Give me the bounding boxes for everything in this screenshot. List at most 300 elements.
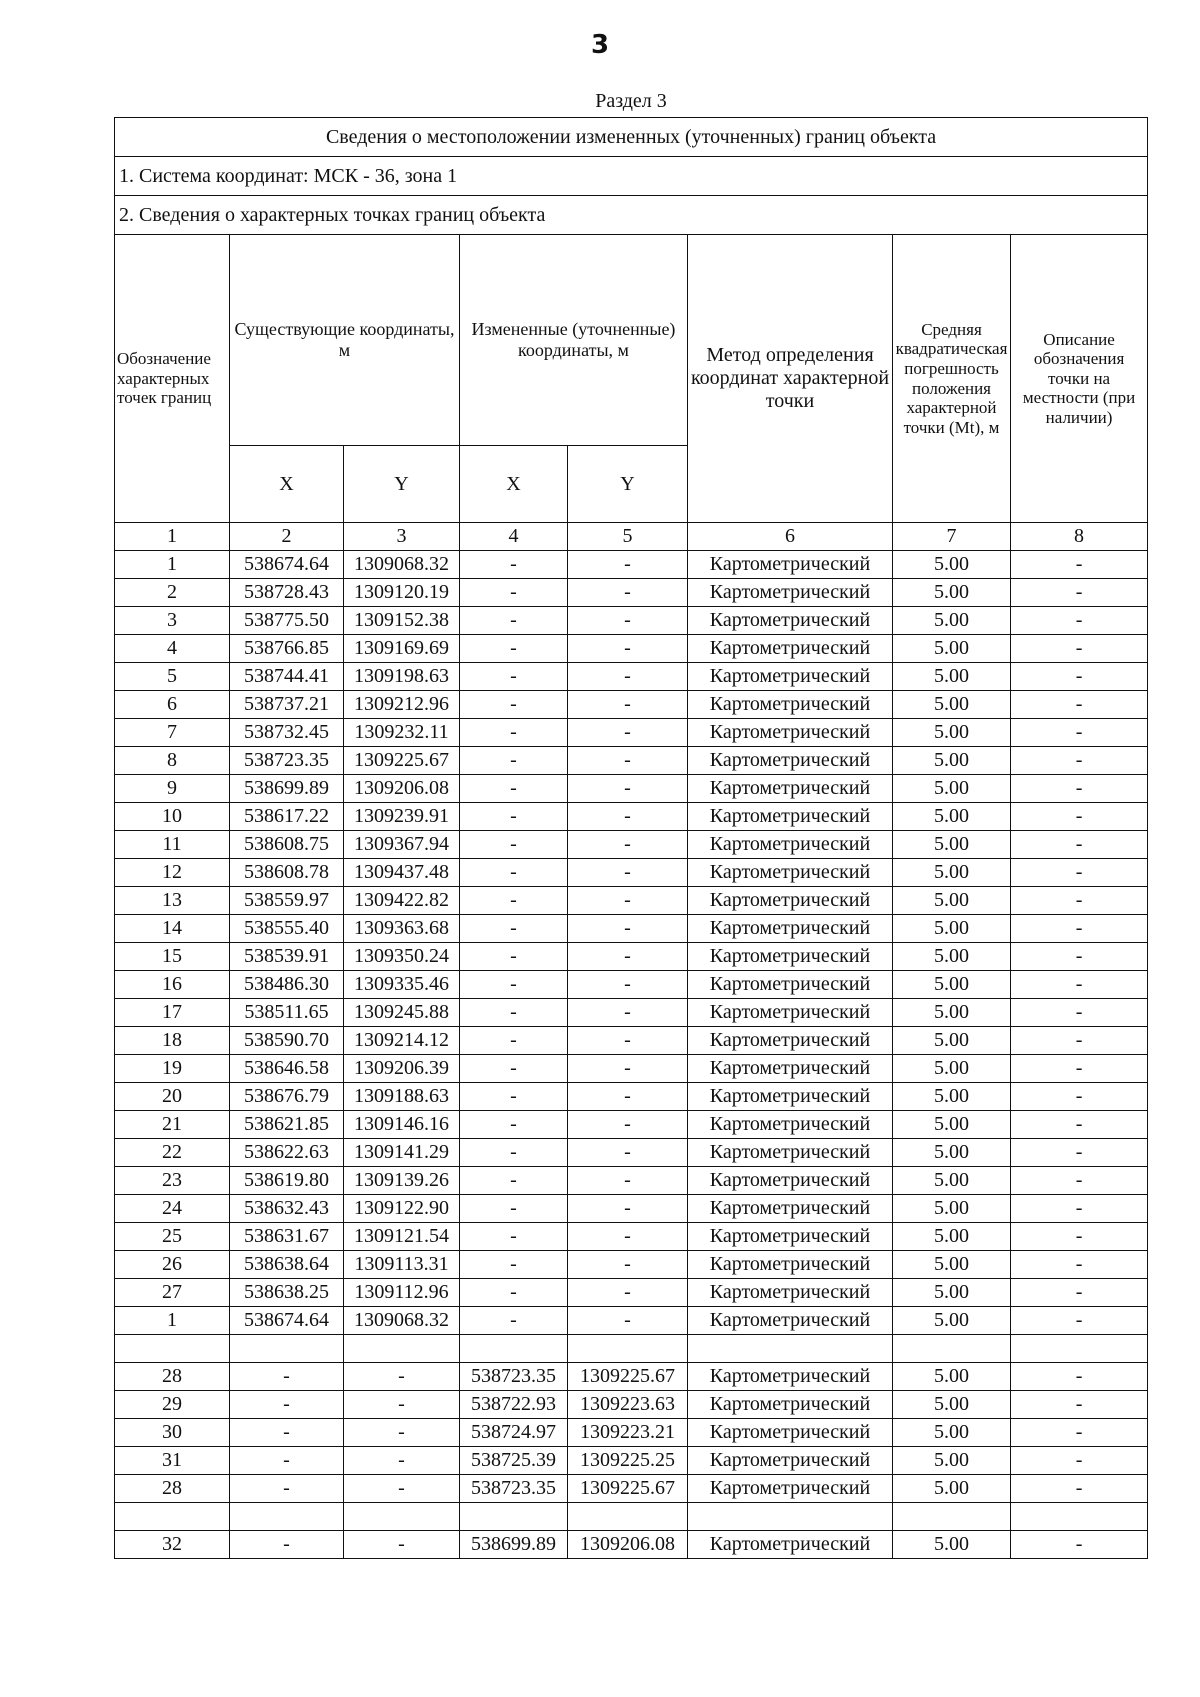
existing-x-cell: 538621.85 [230,1111,344,1139]
changed-y-cell: 1309225.67 [568,1363,688,1391]
changed-y-cell: 1309223.63 [568,1391,688,1419]
method-cell: Картометрический [688,1419,893,1447]
method-cell: Картометрический [688,607,893,635]
table-row [115,719,1148,747]
changed-x-cell: - [460,803,568,831]
existing-x-cell: - [230,1363,344,1391]
existing-y-cell: 1309225.67 [344,747,460,775]
point-id-cell: 22 [115,1139,230,1167]
description-cell: - [1011,775,1148,803]
changed-x-cell: - [460,551,568,579]
changed-y-cell: - [568,1167,688,1195]
method-cell: Картометрический [688,1195,893,1223]
changed-x-cell: - [460,1055,568,1083]
changed-y-cell: - [568,1279,688,1307]
existing-y-cell [344,1503,460,1531]
description-cell: - [1011,1363,1148,1391]
table-row [115,1027,1148,1055]
column-number: 3 [344,523,460,551]
existing-x-cell: 538638.25 [230,1279,344,1307]
existing-y-cell: - [344,1419,460,1447]
existing-x-cell: 538632.43 [230,1195,344,1223]
existing-y-cell: 1309068.32 [344,1307,460,1335]
description-cell: - [1011,1195,1148,1223]
point-id-cell: 28 [115,1363,230,1391]
existing-y-cell: 1309146.16 [344,1111,460,1139]
point-id-cell: 4 [115,635,230,663]
point-id-cell [115,1335,230,1363]
method-cell: Картометрический [688,1083,893,1111]
error-value-cell: 5.00 [893,775,1011,803]
changed-x-cell: 538725.39 [460,1447,568,1475]
existing-x-cell: 538511.65 [230,999,344,1027]
point-id-cell: 2 [115,579,230,607]
method-cell: Картометрический [688,579,893,607]
point-id-cell: 21 [115,1111,230,1139]
existing-y-cell: 1309152.38 [344,607,460,635]
description-cell: - [1011,1307,1148,1335]
point-id-cell: 9 [115,775,230,803]
table-row [115,1307,1148,1335]
description-cell: - [1011,1279,1148,1307]
method-cell: Картометрический [688,1279,893,1307]
table-row [115,1363,1148,1391]
changed-y-cell: - [568,747,688,775]
existing-x-cell [230,1335,344,1363]
changed-x-cell: - [460,1251,568,1279]
point-id-cell: 25 [115,1223,230,1251]
table-row [115,551,1148,579]
changed-x-cell: - [460,663,568,691]
column-number: 2 [230,523,344,551]
existing-y-cell: 1309120.19 [344,579,460,607]
existing-y-cell: - [344,1363,460,1391]
table-row [115,607,1148,635]
description-cell: - [1011,1391,1148,1419]
method-cell: Картометрический [688,971,893,999]
changed-x-cell [460,1335,568,1363]
boundary-points-table [114,117,1148,1559]
existing-y-cell: 1309188.63 [344,1083,460,1111]
existing-x-cell: 538539.91 [230,943,344,971]
point-id-cell: 27 [115,1279,230,1307]
header-designation: Обозначение характерных точек границ [115,235,230,523]
description-cell: - [1011,1139,1148,1167]
table-title-row [115,118,1148,157]
existing-x-cell: 538674.64 [230,551,344,579]
existing-x-cell: 538732.45 [230,719,344,747]
changed-x-cell: - [460,1279,568,1307]
changed-y-cell: - [568,551,688,579]
changed-y-cell: - [568,579,688,607]
column-numbers-row [115,523,1148,551]
table-row [115,831,1148,859]
changed-y-cell: - [568,1111,688,1139]
existing-x-cell: - [230,1391,344,1419]
table-row [115,1139,1148,1167]
error-value-cell: 5.00 [893,1279,1011,1307]
table-row [115,971,1148,999]
changed-y-cell: - [568,1307,688,1335]
changed-x-cell: 538699.89 [460,1531,568,1559]
description-cell [1011,1335,1148,1363]
method-cell: Картометрический [688,663,893,691]
method-cell [688,1335,893,1363]
error-value-cell: 5.00 [893,1363,1011,1391]
changed-y-cell: 1309206.08 [568,1531,688,1559]
changed-y-cell: - [568,663,688,691]
existing-x-cell: - [230,1419,344,1447]
changed-y-cell: - [568,1195,688,1223]
table-row [115,1195,1148,1223]
error-value-cell: 5.00 [893,1195,1011,1223]
changed-y-cell: - [568,831,688,859]
existing-x-cell: 538608.75 [230,831,344,859]
table-row [115,1111,1148,1139]
existing-y-cell: 1309214.12 [344,1027,460,1055]
existing-x-cell: - [230,1447,344,1475]
error-value-cell [893,1503,1011,1531]
point-id-cell: 29 [115,1391,230,1419]
description-cell: - [1011,1111,1148,1139]
table-row [115,1475,1148,1503]
error-value-cell: 5.00 [893,1531,1011,1559]
error-value-cell: 5.00 [893,663,1011,691]
existing-y-cell: 1309206.39 [344,1055,460,1083]
existing-x-cell: 538590.70 [230,1027,344,1055]
existing-x-cell: 538775.50 [230,607,344,635]
empty-separator-row [115,1503,1148,1531]
column-number: 5 [568,523,688,551]
error-value-cell: 5.00 [893,1055,1011,1083]
existing-y-cell: 1309122.90 [344,1195,460,1223]
existing-x-cell: 538608.78 [230,859,344,887]
changed-x-cell: - [460,1111,568,1139]
method-cell: Картометрический [688,1251,893,1279]
error-value-cell: 5.00 [893,607,1011,635]
table-row [115,579,1148,607]
column-number: 8 [1011,523,1148,551]
error-value-cell: 5.00 [893,1251,1011,1279]
error-value-cell: 5.00 [893,719,1011,747]
existing-y-cell: 1309121.54 [344,1223,460,1251]
existing-x-cell: 538617.22 [230,803,344,831]
error-value-cell: 5.00 [893,803,1011,831]
table-row [115,1167,1148,1195]
existing-x-cell: 538737.21 [230,691,344,719]
description-cell: - [1011,747,1148,775]
existing-y-cell: 1309141.29 [344,1139,460,1167]
error-value-cell: 5.00 [893,579,1011,607]
table-row [115,747,1148,775]
existing-y-cell: - [344,1475,460,1503]
changed-x-cell: 538723.35 [460,1475,568,1503]
section-title: Раздел 3 [595,90,667,112]
empty-separator-row [115,1335,1148,1363]
description-cell: - [1011,1475,1148,1503]
existing-y-cell: 1309367.94 [344,831,460,859]
point-id-cell: 26 [115,1251,230,1279]
existing-y-cell: 1309198.63 [344,663,460,691]
method-cell: Картометрический [688,635,893,663]
existing-x-cell: 538486.30 [230,971,344,999]
method-cell: Картометрический [688,803,893,831]
method-cell: Картометрический [688,1391,893,1419]
point-id-cell: 12 [115,859,230,887]
table-body [115,118,1148,1559]
error-value-cell: 5.00 [893,1167,1011,1195]
existing-y-cell: 1309245.88 [344,999,460,1027]
changed-y-cell: 1309223.21 [568,1419,688,1447]
error-value-cell: 5.00 [893,831,1011,859]
method-cell: Картометрический [688,1111,893,1139]
existing-x-cell: 538638.64 [230,1251,344,1279]
method-cell: Картометрический [688,943,893,971]
column-number: 7 [893,523,1011,551]
method-cell: Картометрический [688,1139,893,1167]
points-section-row [115,196,1148,235]
existing-x-cell: 538674.64 [230,1307,344,1335]
description-cell: - [1011,551,1148,579]
changed-y-cell: - [568,1055,688,1083]
existing-x-cell: 538728.43 [230,579,344,607]
description-cell: - [1011,915,1148,943]
point-id-cell: 1 [115,551,230,579]
error-value-cell: 5.00 [893,691,1011,719]
header-method: Метод определения координат характерной точки [688,235,893,523]
changed-y-cell: - [568,1027,688,1055]
header-row-main [115,235,1148,446]
changed-y-cell: - [568,915,688,943]
existing-x-cell: 538699.89 [230,775,344,803]
point-id-cell: 3 [115,607,230,635]
description-cell: - [1011,999,1148,1027]
point-id-cell: 11 [115,831,230,859]
table-row [115,859,1148,887]
method-cell: Картометрический [688,1531,893,1559]
error-value-cell: 5.00 [893,971,1011,999]
table-row [115,803,1148,831]
coord-system-row [115,157,1148,196]
header-existing-x: X [230,446,344,523]
changed-y-cell: - [568,635,688,663]
column-number: 1 [115,523,230,551]
existing-x-cell [230,1503,344,1531]
existing-x-cell: - [230,1475,344,1503]
table-row [115,775,1148,803]
description-cell: - [1011,887,1148,915]
existing-y-cell: 1309232.11 [344,719,460,747]
changed-x-cell: - [460,775,568,803]
point-id-cell: 5 [115,663,230,691]
changed-y-cell: - [568,887,688,915]
changed-y-cell: - [568,719,688,747]
changed-y-cell: - [568,1251,688,1279]
changed-y-cell: - [568,607,688,635]
changed-x-cell: - [460,607,568,635]
table-title: Сведения о местоположении измененных (уточненных) границ объекта [115,118,1148,157]
description-cell: - [1011,1223,1148,1251]
changed-x-cell: - [460,1027,568,1055]
point-id-cell: 18 [115,1027,230,1055]
existing-y-cell: 1309363.68 [344,915,460,943]
point-id-cell: 30 [115,1419,230,1447]
existing-x-cell: 538646.58 [230,1055,344,1083]
header-existing-coords: Существующие координаты, м [230,235,460,446]
existing-y-cell: 1309068.32 [344,551,460,579]
changed-y-cell: 1309225.67 [568,1475,688,1503]
method-cell: Картометрический [688,999,893,1027]
existing-y-cell: 1309113.31 [344,1251,460,1279]
point-id-cell: 20 [115,1083,230,1111]
changed-x-cell: - [460,579,568,607]
method-cell: Картометрический [688,1363,893,1391]
point-id-cell: 1 [115,1307,230,1335]
existing-y-cell: 1309335.46 [344,971,460,999]
changed-x-cell: - [460,747,568,775]
changed-y-cell: 1309225.25 [568,1447,688,1475]
changed-x-cell: - [460,831,568,859]
description-cell: - [1011,831,1148,859]
error-value-cell [893,1335,1011,1363]
existing-x-cell: 538555.40 [230,915,344,943]
changed-x-cell: - [460,1195,568,1223]
method-cell: Картометрический [688,1055,893,1083]
description-cell: - [1011,663,1148,691]
table-row [115,1223,1148,1251]
description-cell: - [1011,1531,1148,1559]
point-id-cell: 7 [115,719,230,747]
existing-y-cell [344,1335,460,1363]
existing-y-cell: 1309350.24 [344,943,460,971]
point-id-cell: 8 [115,747,230,775]
table-row [115,691,1148,719]
header-existing-y: Y [344,446,460,523]
error-value-cell: 5.00 [893,1391,1011,1419]
changed-x-cell: - [460,1167,568,1195]
existing-y-cell: 1309212.96 [344,691,460,719]
description-cell: - [1011,1083,1148,1111]
existing-x-cell: 538619.80 [230,1167,344,1195]
changed-x-cell: 538723.35 [460,1363,568,1391]
description-cell: - [1011,1251,1148,1279]
point-id-cell: 19 [115,1055,230,1083]
description-cell: - [1011,971,1148,999]
point-id-cell: 24 [115,1195,230,1223]
description-cell: - [1011,1055,1148,1083]
point-id-cell: 23 [115,1167,230,1195]
table-row [115,1447,1148,1475]
method-cell: Картометрический [688,831,893,859]
changed-y-cell: - [568,803,688,831]
error-value-cell: 5.00 [893,943,1011,971]
error-value-cell: 5.00 [893,551,1011,579]
error-value-cell: 5.00 [893,1083,1011,1111]
header-description: Описание обозначения точки на местности (при наличии) [1011,235,1148,523]
error-value-cell: 5.00 [893,999,1011,1027]
changed-y-cell: - [568,1083,688,1111]
page-number: 3 [590,30,610,60]
method-cell: Картометрический [688,1307,893,1335]
changed-y-cell: - [568,999,688,1027]
changed-y-cell: - [568,1139,688,1167]
existing-y-cell: 1309169.69 [344,635,460,663]
table-row [115,887,1148,915]
changed-x-cell: - [460,887,568,915]
method-cell [688,1503,893,1531]
changed-y-cell: - [568,859,688,887]
table-row [115,943,1148,971]
method-cell: Картометрический [688,1475,893,1503]
changed-x-cell: - [460,719,568,747]
column-number: 4 [460,523,568,551]
existing-y-cell: 1309112.96 [344,1279,460,1307]
error-value-cell: 5.00 [893,1475,1011,1503]
changed-x-cell: - [460,1307,568,1335]
error-value-cell: 5.00 [893,1027,1011,1055]
method-cell: Картометрический [688,691,893,719]
error-value-cell: 5.00 [893,1111,1011,1139]
error-value-cell: 5.00 [893,1223,1011,1251]
changed-x-cell: - [460,1139,568,1167]
table-row [115,1391,1148,1419]
point-id-cell: 16 [115,971,230,999]
changed-x-cell: 538724.97 [460,1419,568,1447]
method-cell: Картометрический [688,915,893,943]
changed-x-cell: 538722.93 [460,1391,568,1419]
description-cell: - [1011,719,1148,747]
table-row [115,1419,1148,1447]
existing-y-cell: - [344,1447,460,1475]
changed-x-cell: - [460,635,568,663]
table-row [115,1083,1148,1111]
point-id-cell [115,1503,230,1531]
changed-y-cell: - [568,775,688,803]
method-cell: Картометрический [688,1027,893,1055]
error-value-cell: 5.00 [893,1447,1011,1475]
existing-x-cell: 538676.79 [230,1083,344,1111]
method-cell: Картометрический [688,1447,893,1475]
point-id-cell: 14 [115,915,230,943]
method-cell: Картометрический [688,859,893,887]
method-cell: Картометрический [688,551,893,579]
description-cell: - [1011,691,1148,719]
table-row [115,1055,1148,1083]
method-cell: Картометрический [688,719,893,747]
point-id-cell: 6 [115,691,230,719]
changed-x-cell: - [460,943,568,971]
description-cell: - [1011,859,1148,887]
error-value-cell: 5.00 [893,635,1011,663]
changed-x-cell: - [460,971,568,999]
changed-y-cell [568,1503,688,1531]
points-section: 2. Сведения о характерных точках границ объекта [115,196,1148,235]
method-cell: Картометрический [688,747,893,775]
point-id-cell: 15 [115,943,230,971]
description-cell: - [1011,1027,1148,1055]
method-cell: Картометрический [688,1167,893,1195]
table-row [115,1251,1148,1279]
existing-y-cell: 1309139.26 [344,1167,460,1195]
changed-y-cell: - [568,971,688,999]
error-value-cell: 5.00 [893,1419,1011,1447]
description-cell: - [1011,1447,1148,1475]
changed-y-cell: - [568,943,688,971]
existing-y-cell: - [344,1391,460,1419]
existing-y-cell: 1309437.48 [344,859,460,887]
existing-y-cell: 1309206.08 [344,775,460,803]
error-value-cell: 5.00 [893,859,1011,887]
